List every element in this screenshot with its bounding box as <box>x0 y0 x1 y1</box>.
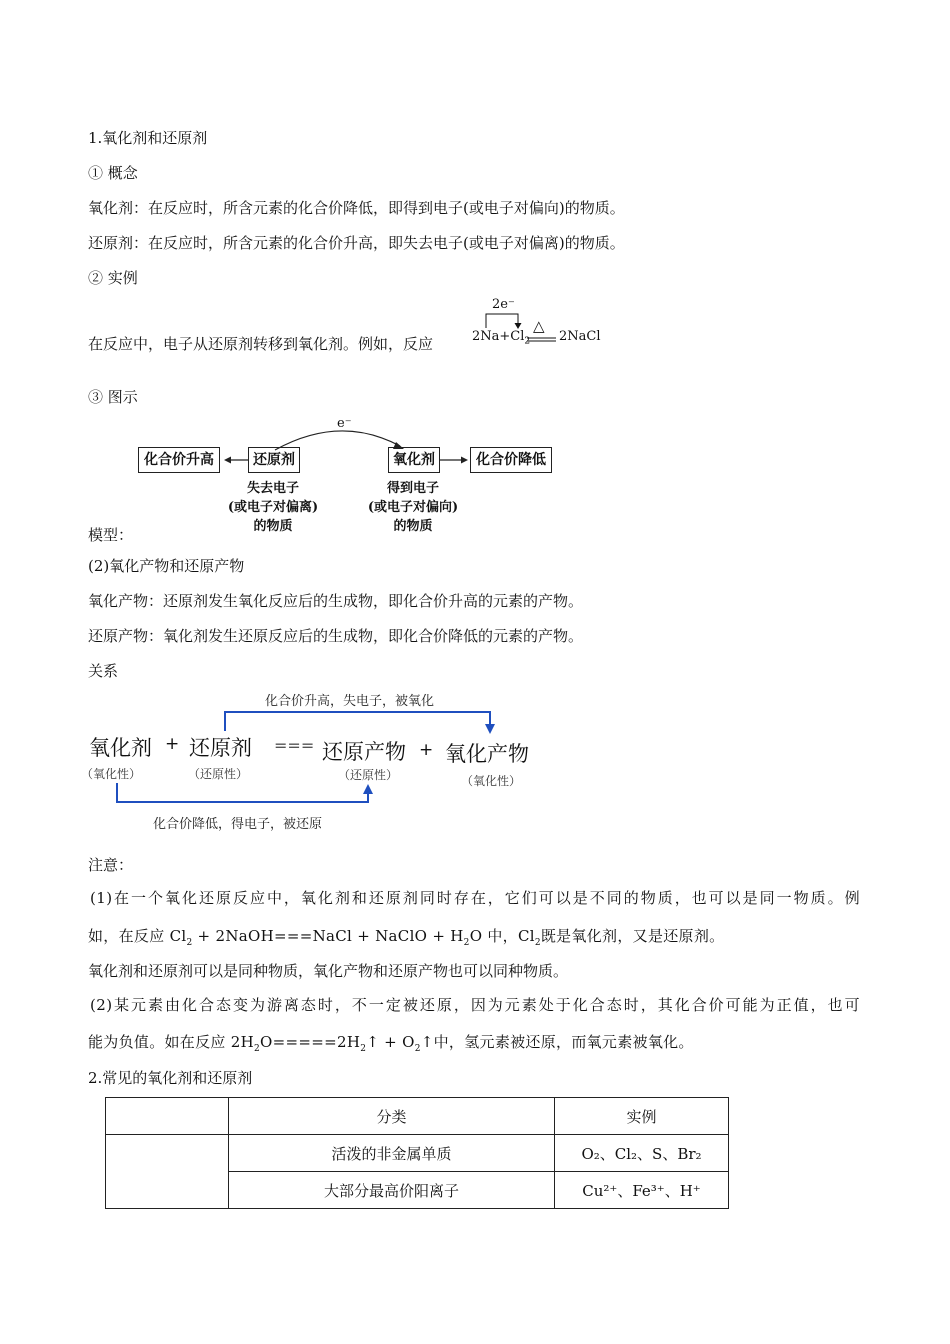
reactants: 2Na+Cl <box>472 329 525 344</box>
section-title-3: 2.常见的氧化剂和还原剂 <box>88 1069 253 1087</box>
table-cell-example: O₂、Cl₂、S、Br₂ <box>555 1135 729 1172</box>
table-header-row <box>106 1098 729 1135</box>
oxidant-property: （氧化性） <box>81 767 142 781</box>
valence-down-box: 化合价降低 <box>470 447 552 473</box>
table-group-cell <box>106 1135 229 1209</box>
table-row <box>106 1135 729 1172</box>
example-text: 在反应中，电子从还原剂转移到氧化剂。例如，反应 <box>88 335 434 353</box>
relation-reduction-product: 还原产物 <box>322 740 406 764</box>
reductant-property: （还原性） <box>188 767 249 781</box>
relation-plus-1: + <box>165 734 180 754</box>
note-2-line-1: (2)某元素由化合态变为游离态时，不一定被还原，因为元素处于化合态时，其化合价可能为正值，也可 <box>90 996 860 1014</box>
oxidant-caption: 得到电子 (或电子对偏向) 的物质 <box>367 481 459 534</box>
oxidation-product-definition: 氧化产物：还原剂发生氧化反应后的生成物，即化合价升高的元素的产物。 <box>88 592 584 610</box>
reaction-equation: 2e⁻ △ $2Na+Cl_2$ 2NaCl <box>470 296 610 348</box>
electron-count: 2e⁻ <box>492 297 515 312</box>
table-cell-example: Cu²⁺、Fe³⁺、H⁺ <box>555 1172 729 1209</box>
concept-heading: ① 概念 <box>88 164 138 182</box>
oxidant-box: 氧化剂 <box>388 447 440 473</box>
table-cell-category: 活泼的非金属单质 <box>229 1135 555 1172</box>
oxidant-definition: 氧化剂：在反应时，所含元素的化合价降低，即得到电子(或电子对偏向)的物质。 <box>88 199 625 217</box>
section-title-2: (2)氧化产物和还原产物 <box>88 557 245 575</box>
example-heading: ② 实例 <box>88 269 138 287</box>
reductant-box: 还原剂 <box>248 447 300 473</box>
redox-diagram <box>130 412 570 542</box>
relation-oxidation-product: 氧化产物 <box>445 742 529 766</box>
note-1-line-3: 氧化剂和还原剂可以是同种物质，氧化产物和还原产物也可以同种物质。 <box>88 962 569 980</box>
note-1-line-2: 如，在反应 $Cl_2$ + 2NaOH===NaCl + NaClO + $H_2O$ 中，$Cl_2$既是氧化剂，又是还原剂。 <box>88 927 725 948</box>
reductant-caption: 失去电子 (或电子对偏离) 的物质 <box>227 481 319 534</box>
notes-label: 注意： <box>88 856 134 874</box>
product: 2NaCl <box>559 329 601 344</box>
table-cell-category: 大部分最高价阳离子 <box>229 1172 555 1209</box>
diagram-heading: ③ 图示 <box>88 388 138 406</box>
relation-reductant: 还原剂 <box>189 736 252 760</box>
note-1-line-1: (1)在一个氧化还原反应中，氧化剂和还原剂同时存在，它们可以是不同的物质，也可以是同一物质。例 <box>90 889 860 907</box>
valence-up-box: 化合价升高 <box>138 447 220 473</box>
table-header-cell <box>106 1098 229 1135</box>
heat-symbol: △ <box>533 317 545 335</box>
diagram-arrows <box>130 412 570 542</box>
reduction-product-definition: 还原产物：氧化剂发生还原反应后的生成物，即化合价降低的元素的产物。 <box>88 627 584 645</box>
reduced-note: 化合价降低，得电子，被还原 <box>153 817 323 832</box>
table-header-cell: 实例 <box>555 1098 729 1135</box>
relation-diagram <box>81 685 555 835</box>
relation-oxidant: 氧化剂 <box>89 736 152 760</box>
oxidant-reductant-table <box>105 1097 729 1209</box>
reduction-product-property: （还原性） <box>338 768 399 782</box>
electron-label: e⁻ <box>337 416 352 431</box>
note-2-line-2: 能为负值。如在反应 $2H_2O=====2H_2↑$ + $O_2↑$中，氢元素被还原，而氧元素被氧化。 <box>88 1033 694 1054</box>
table-header-cell: 分类 <box>229 1098 555 1135</box>
reductant-definition: 还原剂：在反应时，所含元素的化合价升高，即失去电子(或电子对偏离)的物质。 <box>88 234 625 252</box>
relation-equals: === <box>274 736 315 755</box>
model-label: 模型： <box>88 526 134 544</box>
relation-label: 关系 <box>88 662 119 680</box>
relation-plus-2: + <box>419 740 434 760</box>
oxidized-note: 化合价升高，失电子，被氧化 <box>265 694 435 709</box>
section-title-1: 1.氧化剂和还原剂 <box>88 129 208 147</box>
oxidation-product-property: （氧化性） <box>461 774 522 788</box>
